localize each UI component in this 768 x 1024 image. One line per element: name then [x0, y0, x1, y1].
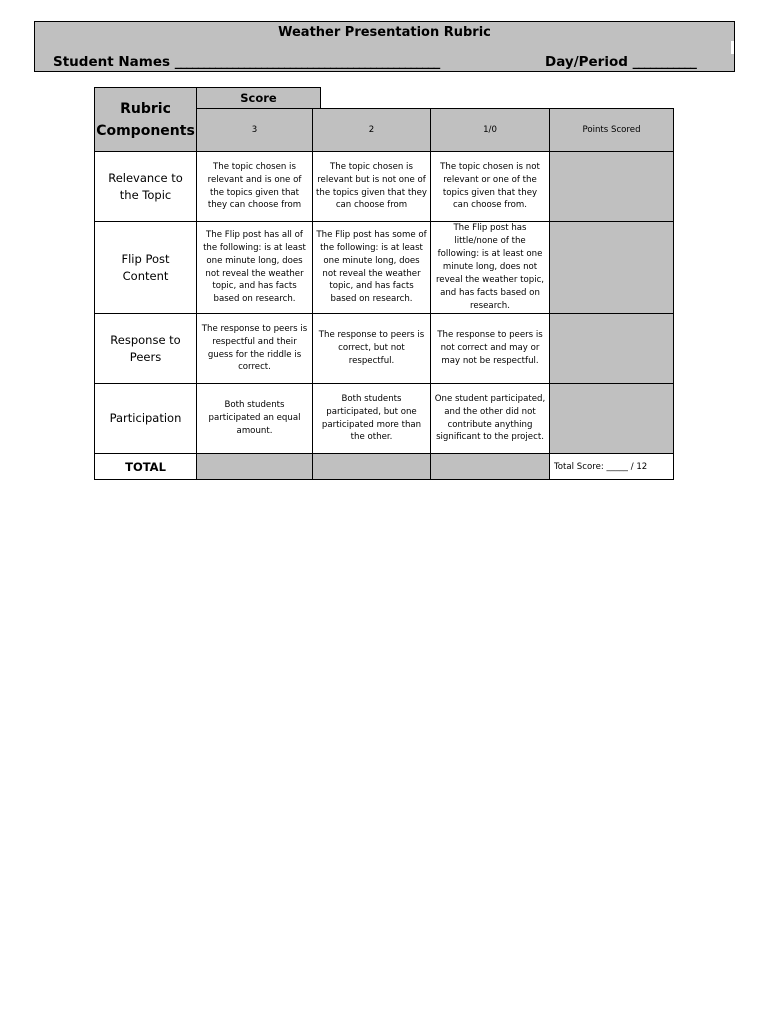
row-participation-score-1-0: One student participated, and the other did not contribute anything significant to the project. — [430, 383, 550, 454]
row-participation-score-3: Both students participated an equal amount. — [196, 383, 313, 454]
rubric-table — [94, 87, 674, 479]
row-response-points[interactable] — [549, 313, 674, 384]
total-cell-3 — [196, 453, 313, 480]
rubric-header — [34, 21, 735, 72]
student-names-label: Student Names — [53, 54, 171, 70]
row-participation-label: Participation — [94, 383, 197, 454]
score-level-1-0: 1/0 — [430, 108, 550, 152]
row-flip-post-score-2: The Flip post has some of the following: is at least one minute long, does not reveal the weather topic, and has facts based on research. — [312, 221, 431, 314]
document-title: Weather Presentation Rubric — [278, 25, 491, 40]
row-relevance-score-1-0: The topic chosen is not relevant or one of the topics given that they can choose from. — [430, 151, 550, 222]
components-header — [94, 87, 197, 152]
row-response-score-2: The response to peers is correct, but not respectful. — [312, 313, 431, 384]
total-cell-2 — [312, 453, 431, 480]
components-header-text: Rubric Components — [96, 100, 195, 139]
total-label: TOTAL — [94, 453, 197, 480]
total-cell-1-0 — [430, 453, 550, 480]
day-period-field[interactable] — [545, 54, 696, 70]
score-header: Score — [196, 87, 321, 109]
day-period-label: Day/Period — [545, 54, 628, 70]
row-response-score-1-0: The response to peers is not correct and may or may not be respectful. — [430, 313, 550, 384]
row-participation-score-2: Both students participated, but one participated more than the other. — [312, 383, 431, 454]
edge-mark — [731, 41, 734, 54]
row-flip-post-label: Flip Post Content — [94, 221, 197, 314]
student-names-field[interactable] — [53, 54, 439, 70]
row-response-label: Response to Peers — [94, 313, 197, 384]
row-relevance-score-3: The topic chosen is relevant and is one of the topics given that they can choose from — [196, 151, 313, 222]
row-relevance-score-2: The topic chosen is relevant but is not one of the topics given that they can choose from — [312, 151, 431, 222]
score-level-2: 2 — [312, 108, 431, 152]
score-level-3: 3 — [196, 108, 313, 152]
row-participation-points[interactable] — [549, 383, 674, 454]
row-response-score-3: The response to peers is respectful and their guess for the riddle is correct. — [196, 313, 313, 384]
row-relevance-label: Relevance to the Topic — [94, 151, 197, 222]
row-relevance-points[interactable] — [549, 151, 674, 222]
row-flip-post-score-1-0: The Flip post has little/none of the following: is at least one minute long, does not reveal the weather topic, and has facts based on research. — [430, 221, 550, 314]
day-period-blank[interactable]: ___________ — [632, 54, 696, 70]
student-names-blank[interactable]: ______________________________________________ — [174, 54, 440, 70]
row-flip-post-score-3: The Flip post has all of the following: is at least one minute long, does not reveal the weather topic, and has facts based on research. — [196, 221, 313, 314]
row-flip-post-points[interactable] — [549, 221, 674, 314]
total-score-field[interactable]: Total Score: _____ / 12 — [549, 453, 674, 480]
points-scored-header: Points Scored — [549, 108, 674, 152]
